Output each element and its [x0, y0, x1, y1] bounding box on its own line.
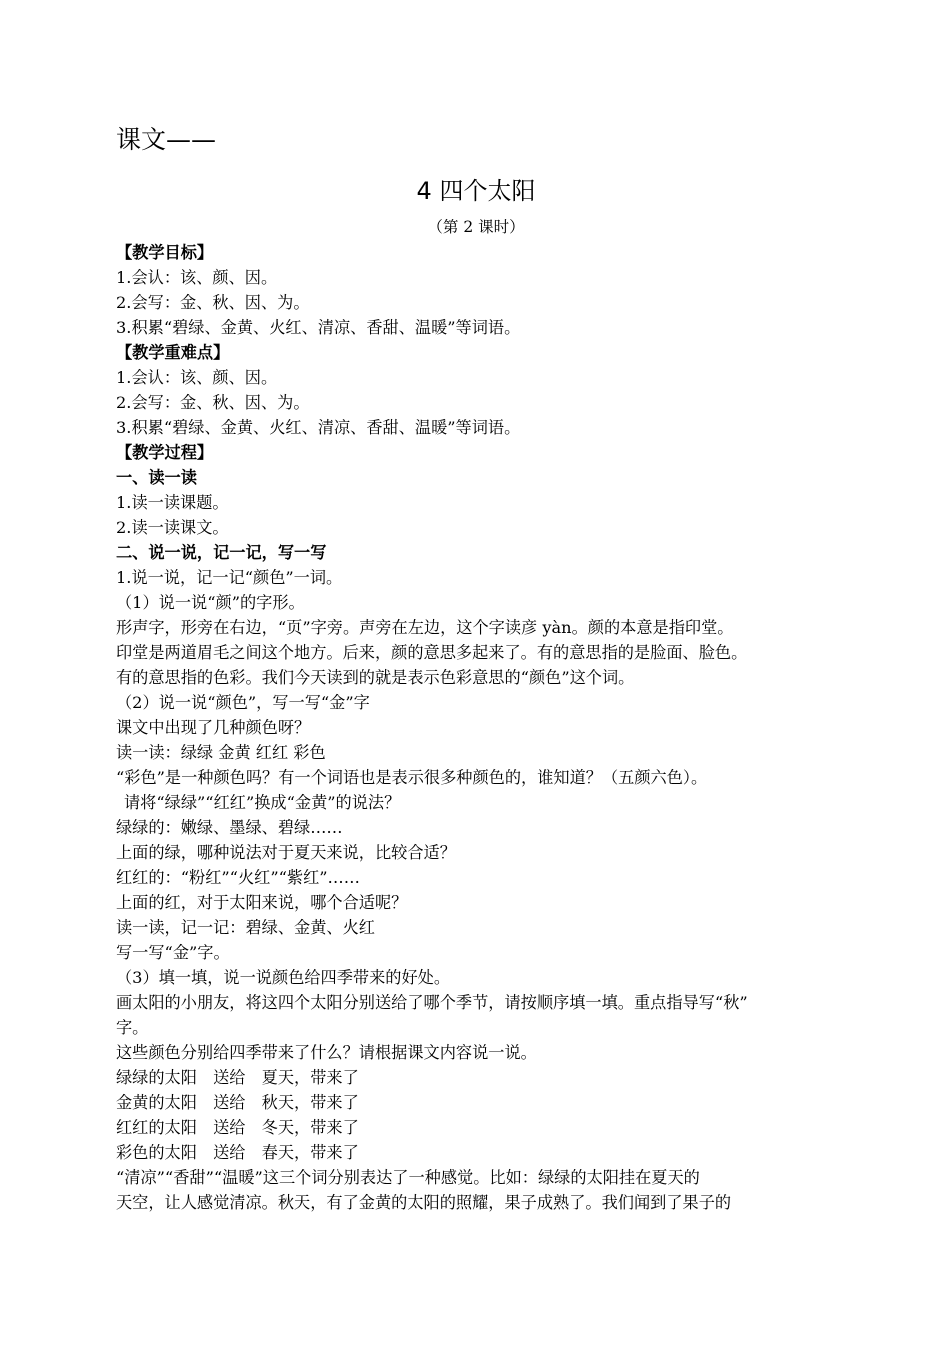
- section-heading: 【教学目标】: [116, 243, 214, 262]
- section-heading: 【教学重难点】: [116, 343, 230, 362]
- text-line: 上面的红，对于太阳来说，哪个合适呢？: [116, 893, 408, 912]
- text-line: “清凉”“香甜”“温暖”这三个词分别表达了一种感觉。比如：绿绿的太阳挂在夏天的: [116, 1168, 700, 1187]
- text-line: 彩色的太阳 送给 春天，带来了: [116, 1143, 359, 1162]
- section-heading: 一、读一读: [116, 468, 197, 487]
- text-line: 读一读，记一记：碧绿、金黄、火红: [116, 918, 375, 937]
- lesson-subtitle: （第 2 课时）: [427, 218, 525, 236]
- text-line: 绿绿的太阳 送给 夏天，带来了: [116, 1068, 359, 1087]
- text-line: 上面的绿，哪种说法对于夏天来说，比较合适？: [116, 843, 456, 862]
- text-line: 这些颜色分别给四季带来了什么？请根据课文内容说一说。: [116, 1043, 537, 1062]
- text-line: 1.会认：该、颜、因。: [116, 368, 278, 387]
- text-line: 红红的：“粉红”“火红”“紫红”……: [116, 868, 360, 887]
- text-line: 有的意思指的色彩。我们今天读到的就是表示色彩意思的“颜色”这个词。: [116, 668, 635, 687]
- text-line: 红红的太阳 送给 冬天，带来了: [116, 1118, 359, 1137]
- text-line: 1.读一读课题。: [116, 493, 229, 512]
- lesson-body: [116, 240, 842, 1215]
- text-line: 读一读：绿绿 金黄 红红 彩色: [116, 743, 326, 762]
- text-line: 天空，让人感觉清凉。秋天，有了金黄的太阳的照耀，果子成熟了。我们闻到了果子的: [116, 1193, 732, 1212]
- text-line: 1.说一说，记一记“颜色”一词。: [116, 568, 343, 587]
- lesson-title: 4 四个太阳: [416, 177, 536, 205]
- text-line: （3）填一填，说一说颜色给四季带来的好处。: [116, 968, 451, 987]
- section-heading: 二、说一说，记一记，写一写: [116, 543, 327, 562]
- text-line: 1.会认：该、颜、因。: [116, 268, 278, 287]
- text-line: 字。: [116, 1018, 149, 1037]
- text-line: （2）说一说“颜色”，写一写“金”字: [116, 693, 370, 712]
- text-line: 印堂是两道眉毛之间这个地方。后来，颜的意思多起来了。有的意思指的是脸面、脸色。: [116, 643, 748, 662]
- lesson-label: 课文——: [116, 125, 217, 154]
- text-line: 2.读一读课文。: [116, 518, 229, 537]
- text-line: 3.积累“碧绿、金黄、火红、清凉、香甜、温暖”等词语。: [116, 318, 521, 337]
- text-line: 课文中出现了几种颜色呀？: [116, 718, 311, 737]
- text-line: （1）说一说“颜”的字形。: [116, 593, 305, 612]
- text-line: 金黄的太阳 送给 秋天，带来了: [116, 1093, 359, 1112]
- text-line: 形声字，形旁在右边，“页”字旁。声旁在左边，这个字读彦 yàn。颜的本意是指印堂。: [116, 618, 734, 637]
- section-heading: 【教学过程】: [116, 443, 214, 462]
- text-line: 2.会写：金、秋、因、为。: [116, 393, 310, 412]
- text-line: 写一写“金”字。: [116, 943, 230, 962]
- text-line: 绿绿的：嫩绿、墨绿、碧绿……: [116, 818, 343, 837]
- text-line: 画太阳的小朋友，将这四个太阳分别送给了哪个季节，请按顺序填一填。重点指导写“秋”: [116, 993, 748, 1012]
- text-line: “彩色”是一种颜色吗？有一个词语也是表示很多种颜色的，谁知道？（五颜六色）。: [116, 768, 708, 787]
- text-line: 3.积累“碧绿、金黄、火红、清凉、香甜、温暖”等词语。: [116, 418, 521, 437]
- text-line: 2.会写：金、秋、因、为。: [116, 293, 310, 312]
- text-line: 请将“绿绿”“红红”换成“金黄”的说法？: [124, 793, 401, 812]
